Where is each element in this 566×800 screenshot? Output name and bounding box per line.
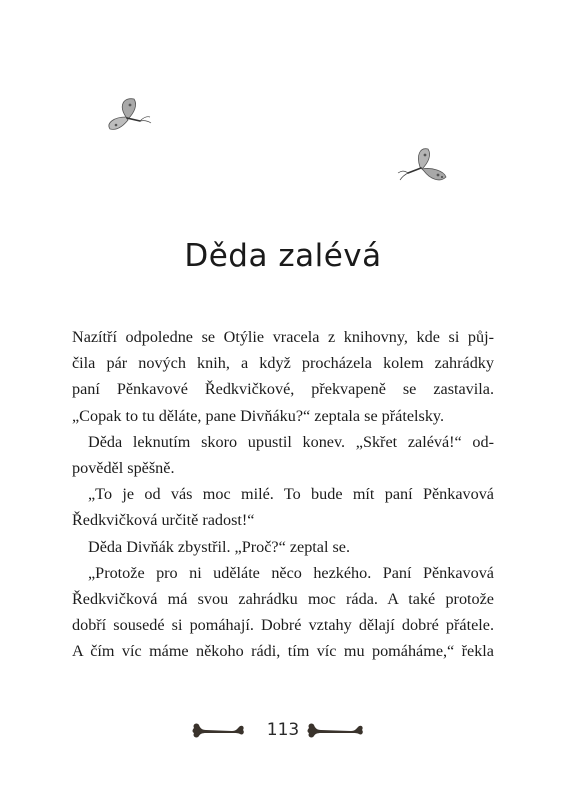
moth-icon bbox=[394, 143, 450, 194]
text-line: Ředkvičková určitě radost!“ bbox=[72, 511, 255, 530]
text-line: Ředkvičková má svou zahrádku moc ráda. A také protože bbox=[72, 590, 494, 609]
page-footer bbox=[0, 718, 566, 746]
text-line: Děda Divňák zbystřil. „Proč?“ zeptal se. bbox=[88, 537, 351, 556]
text-line: Děda leknutím skoro upustil konev. „Skřet zalévá!“ od- bbox=[88, 432, 494, 451]
text-line: Nazítří odpoledne se Otýlie vracela z knihovny, kde si půj- bbox=[72, 328, 494, 346]
text-line: čila pár nových knih, a když procházela kolem zahrádky bbox=[72, 354, 494, 373]
moth-icon bbox=[104, 95, 154, 140]
text-line: pověděl spěšně. bbox=[72, 459, 175, 478]
text-line: „Copak to tu děláte, pane Divňáku?“ zeptala se přátelsky. bbox=[72, 406, 445, 425]
text-line: A čím víc máme někoho rádi, tím víc mu pomáháme,“ řekla bbox=[72, 642, 494, 661]
chapter-title: Děda zalévá bbox=[184, 238, 382, 274]
page-number: 113 bbox=[266, 720, 300, 740]
text-line: „To je od vás moc milé. To bude mít paní Pěnkavová bbox=[88, 485, 494, 504]
text-line: paní Pěnkavové Ředkvičkové, překvapeně se zastavila. bbox=[72, 380, 494, 399]
bone-ornament-icon bbox=[305, 720, 365, 747]
text-line: „Protože pro ni uděláte něco hezkého. Paní Pěnkavová bbox=[88, 563, 494, 582]
body-text bbox=[72, 324, 494, 665]
text-line: dobří sousedé si pomáhají. Dobré vztahy dělají dobré přátele. bbox=[72, 616, 494, 635]
